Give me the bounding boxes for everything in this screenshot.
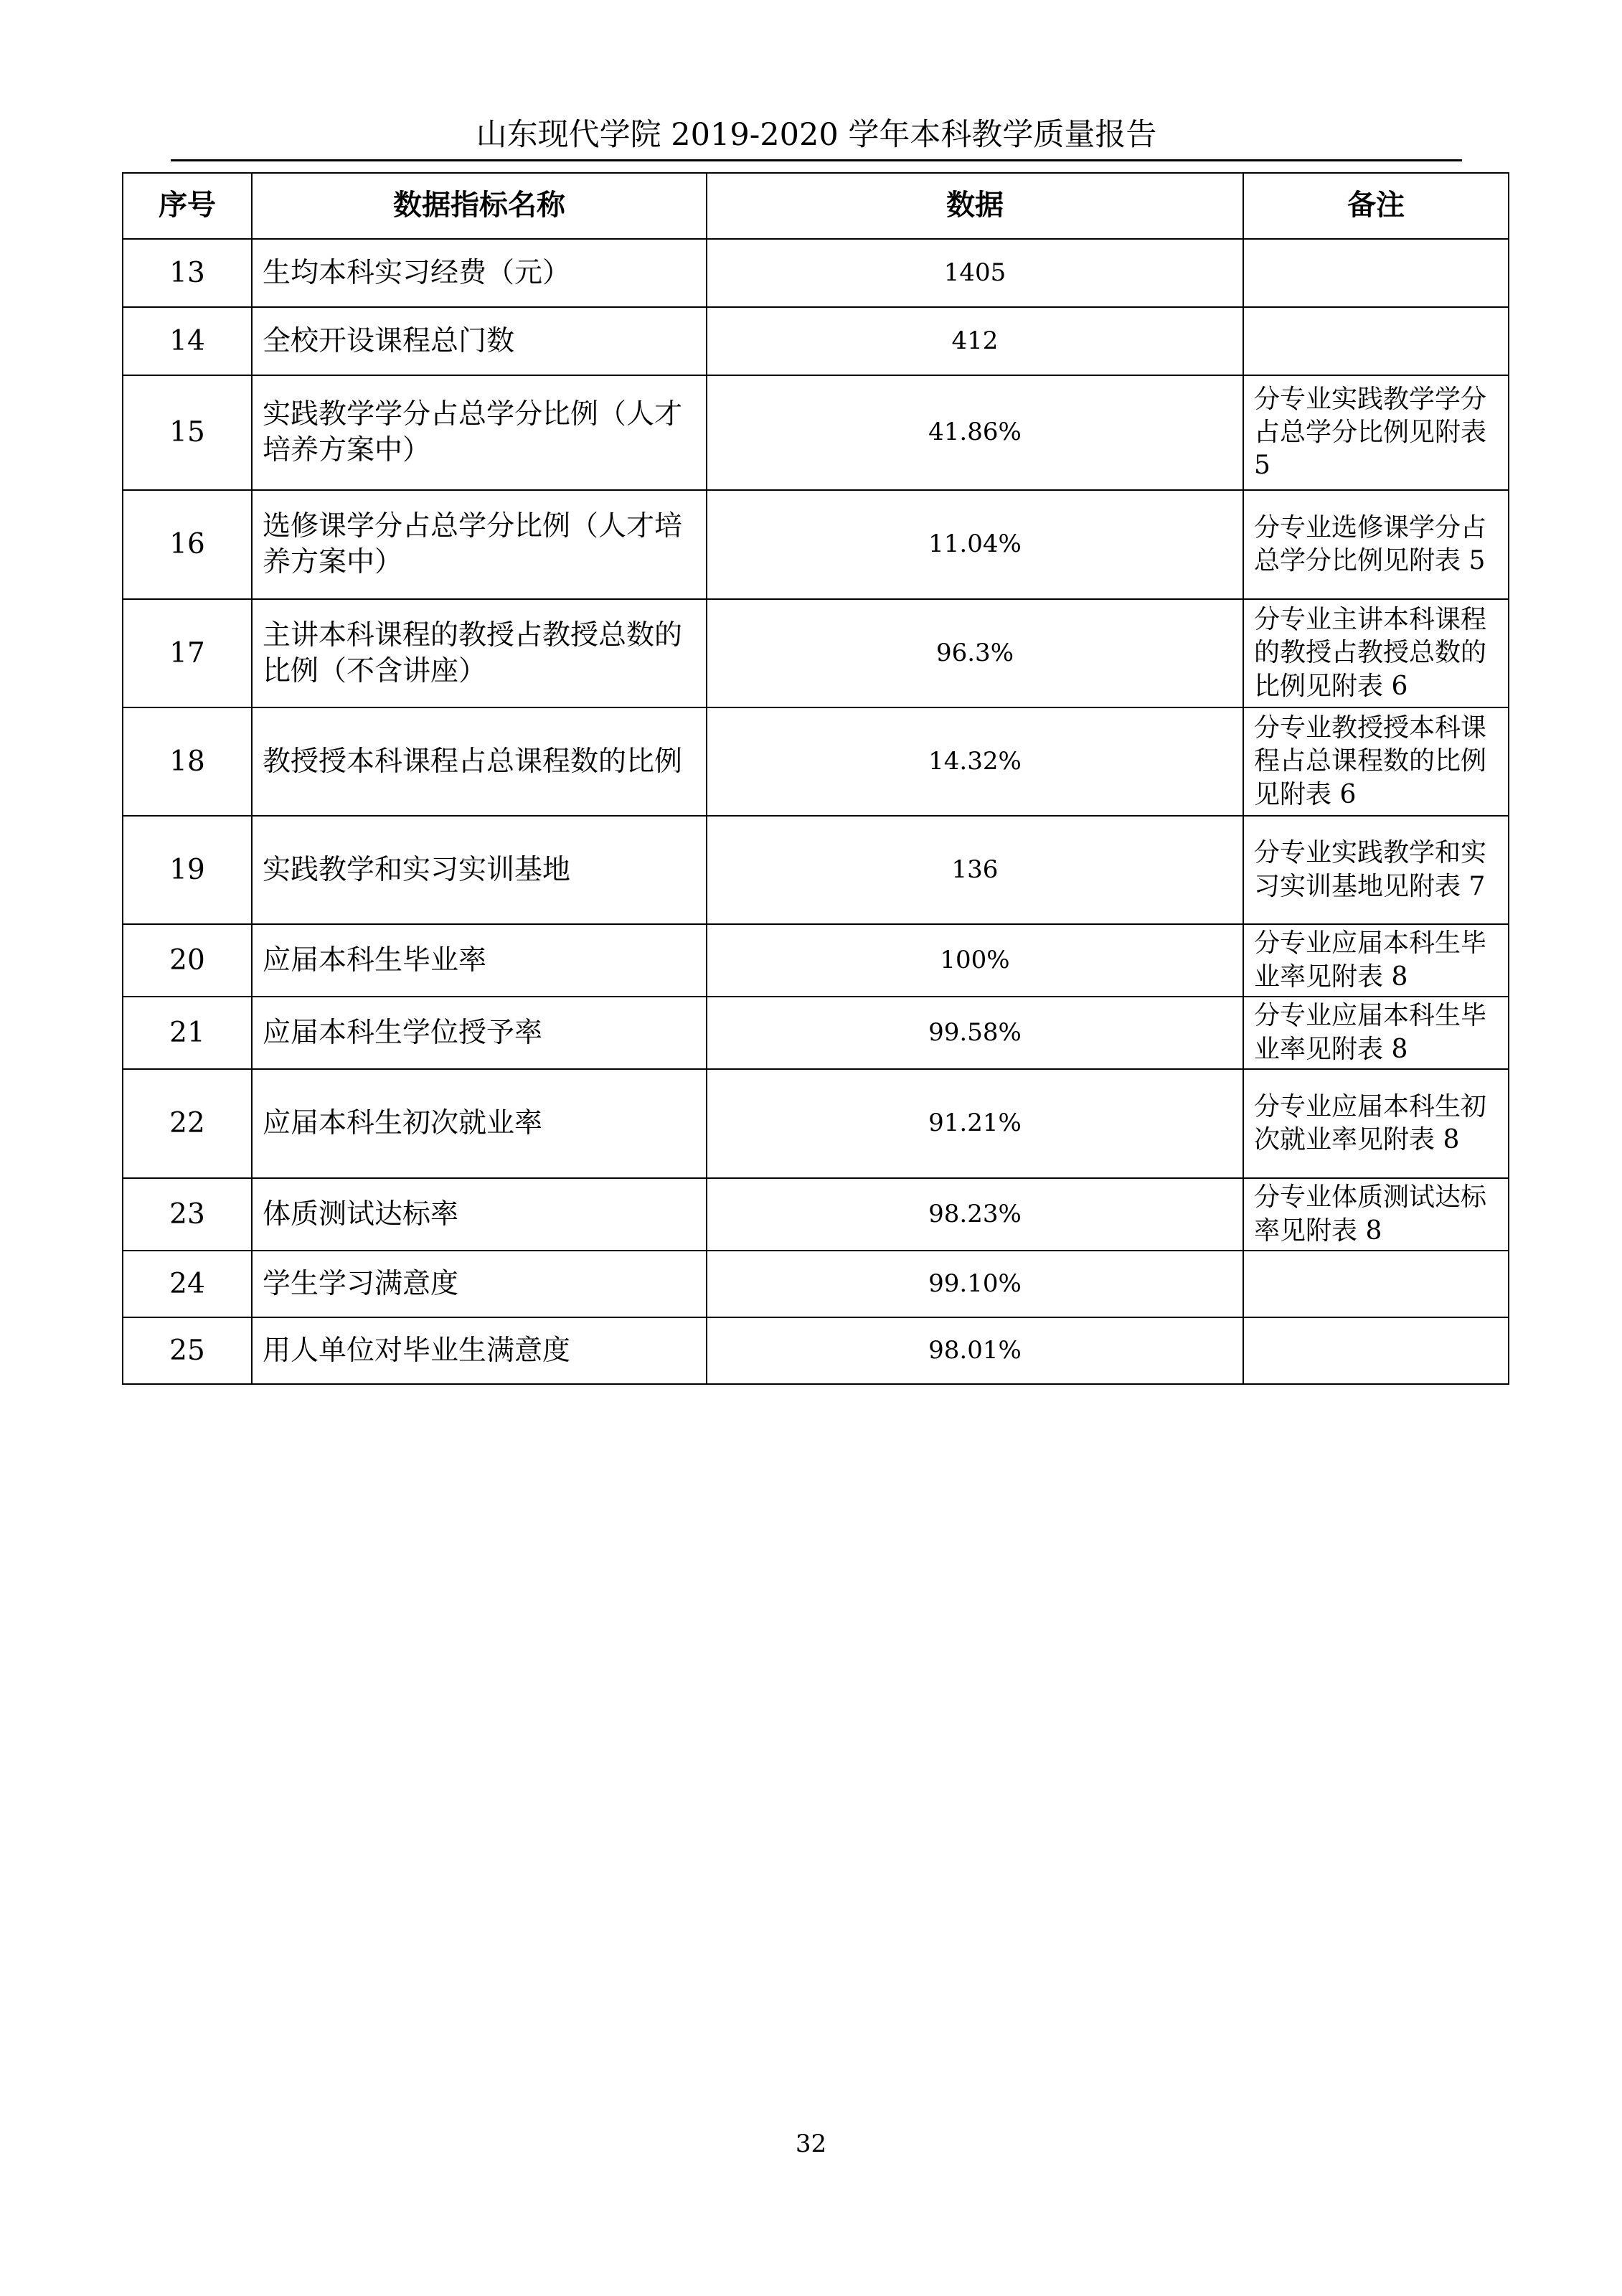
row-value: 11.04% xyxy=(707,490,1243,599)
row-value: 1405 xyxy=(707,239,1243,307)
table-row xyxy=(123,816,1509,924)
table-row xyxy=(123,1251,1509,1317)
row-seq: 18 xyxy=(123,707,252,816)
page-number: 32 xyxy=(795,2130,827,2158)
row-indicator-name: 生均本科实习经费（元） xyxy=(252,239,707,307)
row-indicator-name: 应届本科生初次就业率 xyxy=(252,1069,707,1178)
row-indicator-name: 选修课学分占总学分比例（人才培养方案中） xyxy=(252,490,707,599)
page-header-title: 山东现代学院 2019-2020 学年本科教学质量报告 xyxy=(476,117,1157,153)
table-row xyxy=(123,375,1509,490)
row-note: 分专业实践教学和实习实训基地见附表 7 xyxy=(1243,816,1509,924)
row-indicator-name: 主讲本科课程的教授占教授总数的比例（不含讲座） xyxy=(252,599,707,707)
table-row xyxy=(123,307,1509,375)
row-indicator-name: 用人单位对毕业生满意度 xyxy=(252,1317,707,1384)
header-rule xyxy=(171,159,1462,161)
row-note: 分专业应届本科生毕业率见附表 8 xyxy=(1243,997,1509,1069)
row-value: 412 xyxy=(707,307,1243,375)
row-seq: 19 xyxy=(123,816,252,924)
row-note: 分专业选修课学分占总学分比例见附表 5 xyxy=(1243,490,1509,599)
row-seq: 21 xyxy=(123,997,252,1069)
row-note xyxy=(1243,239,1509,307)
row-value: 41.86% xyxy=(707,375,1243,490)
row-seq: 24 xyxy=(123,1251,252,1317)
row-value: 98.01% xyxy=(707,1317,1243,1384)
column-header-note: 备注 xyxy=(1243,173,1509,239)
row-indicator-name: 应届本科生学位授予率 xyxy=(252,997,707,1069)
row-seq: 20 xyxy=(123,924,252,997)
row-note xyxy=(1243,1317,1509,1384)
row-indicator-name: 实践教学和实习实训基地 xyxy=(252,816,707,924)
row-note: 分专业主讲本科课程的教授占教授总数的比例见附表 6 xyxy=(1243,599,1509,707)
row-seq: 14 xyxy=(123,307,252,375)
indicator-table xyxy=(122,172,1509,1385)
row-seq: 23 xyxy=(123,1178,252,1251)
table-row xyxy=(123,239,1509,307)
table-row xyxy=(123,924,1509,997)
table-row xyxy=(123,490,1509,599)
row-value: 100% xyxy=(707,924,1243,997)
row-value: 96.3% xyxy=(707,599,1243,707)
row-value: 91.21% xyxy=(707,1069,1243,1178)
table-row xyxy=(123,599,1509,707)
table-row xyxy=(123,1069,1509,1178)
row-value: 14.32% xyxy=(707,707,1243,816)
column-header-seq: 序号 xyxy=(123,173,252,239)
table-row xyxy=(123,997,1509,1069)
row-note: 分专业应届本科生毕业率见附表 8 xyxy=(1243,924,1509,997)
table-row xyxy=(123,707,1509,816)
row-seq: 22 xyxy=(123,1069,252,1178)
row-indicator-name: 应届本科生毕业率 xyxy=(252,924,707,997)
column-header-value: 数据 xyxy=(707,173,1243,239)
row-indicator-name: 体质测试达标率 xyxy=(252,1178,707,1251)
table-row xyxy=(123,1317,1509,1384)
row-note xyxy=(1243,307,1509,375)
table-row xyxy=(123,1178,1509,1251)
row-note: 分专业实践教学学分占总学分比例见附表 5 xyxy=(1243,375,1509,490)
row-value: 136 xyxy=(707,816,1243,924)
column-header-name: 数据指标名称 xyxy=(252,173,707,239)
row-note: 分专业应届本科生初次就业率见附表 8 xyxy=(1243,1069,1509,1178)
row-indicator-name: 全校开设课程总门数 xyxy=(252,307,707,375)
row-indicator-name: 教授授本科课程占总课程数的比例 xyxy=(252,707,707,816)
row-seq: 17 xyxy=(123,599,252,707)
row-seq: 15 xyxy=(123,375,252,490)
row-seq: 16 xyxy=(123,490,252,599)
row-value: 99.10% xyxy=(707,1251,1243,1317)
row-note xyxy=(1243,1251,1509,1317)
row-indicator-name: 学生学习满意度 xyxy=(252,1251,707,1317)
row-seq: 13 xyxy=(123,239,252,307)
table-header-row xyxy=(123,173,1509,239)
row-note: 分专业教授授本科课程占总课程数的比例见附表 6 xyxy=(1243,707,1509,816)
row-value: 99.58% xyxy=(707,997,1243,1069)
row-value: 98.23% xyxy=(707,1178,1243,1251)
row-note: 分专业体质测试达标率见附表 8 xyxy=(1243,1178,1509,1251)
row-indicator-name: 实践教学学分占总学分比例（人才培养方案中） xyxy=(252,375,707,490)
row-seq: 25 xyxy=(123,1317,252,1384)
